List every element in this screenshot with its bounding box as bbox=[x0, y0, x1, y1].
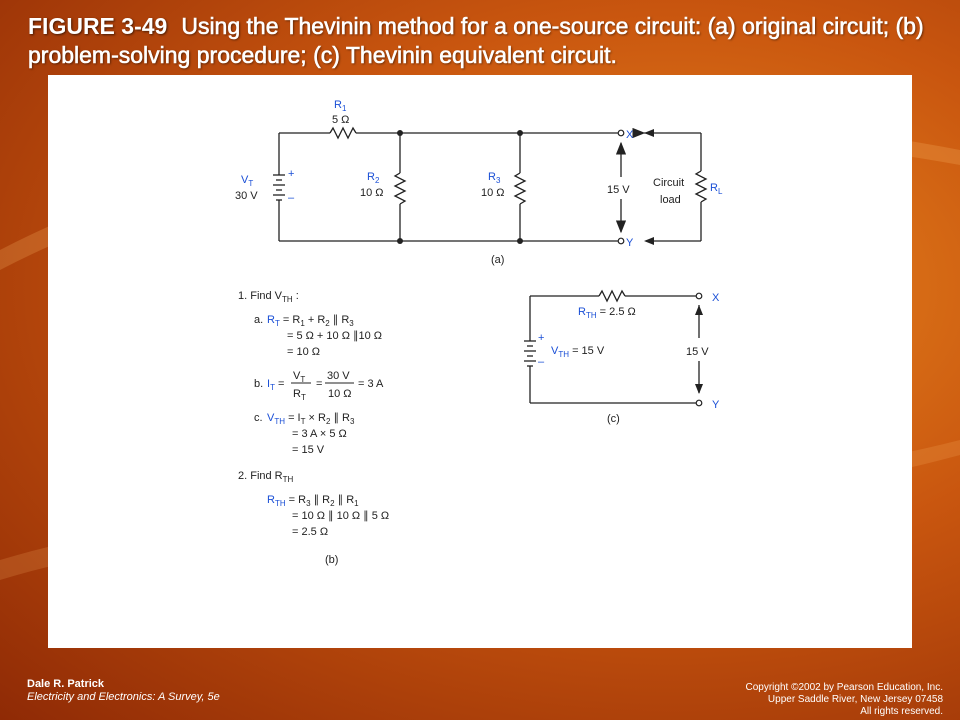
a-sub4: 3 bbox=[349, 319, 354, 328]
r-rest1: = R bbox=[285, 494, 307, 506]
step1-sub: TH bbox=[282, 295, 293, 304]
resistor-rl bbox=[696, 171, 706, 202]
r-rth: R bbox=[267, 494, 275, 506]
vt-minus: – bbox=[288, 192, 295, 204]
footer-rights: All rights reserved. bbox=[860, 706, 943, 717]
a-rt-sub: T bbox=[274, 319, 280, 328]
circuit-diagram bbox=[48, 75, 912, 648]
svg-text:RL bbox=[710, 182, 723, 196]
c-rest1: = I bbox=[285, 412, 301, 424]
b-num1-sub: T bbox=[300, 375, 306, 384]
vt-sub: T bbox=[248, 179, 254, 188]
a-line3: = 10 Ω bbox=[287, 346, 320, 358]
r-rest3: ∥ R bbox=[334, 494, 355, 506]
resistor-r2 bbox=[395, 173, 405, 204]
r-line3: = 2.5 Ω bbox=[292, 526, 329, 538]
footer-author-block bbox=[27, 678, 220, 704]
a-sub2: 1 bbox=[300, 319, 305, 328]
svg-text:VTH = IT × R2 ∥ R3 bbox=[267, 412, 355, 426]
svg-text:RT bbox=[293, 388, 306, 402]
a-rest1: = R bbox=[279, 314, 301, 326]
step2-text: 2. Find R bbox=[238, 470, 283, 482]
figure-number: FIGURE 3-49 bbox=[28, 13, 168, 39]
c-vth: V bbox=[267, 412, 275, 424]
svg-text:RTH = 2.5 Ω bbox=[578, 306, 636, 320]
r3-sub: 3 bbox=[495, 176, 501, 185]
voltage-c: 15 V bbox=[686, 346, 709, 358]
resistor-rth bbox=[599, 291, 625, 301]
node-x-a: X bbox=[626, 129, 634, 141]
svg-text:VTH = 15 V bbox=[551, 345, 605, 359]
svg-text:RT = R1 + R2 ∥ R3 bbox=[267, 314, 354, 328]
step2-sub: TH bbox=[282, 475, 294, 484]
svg-text:VT bbox=[293, 370, 305, 384]
vth-value: = 15 V bbox=[569, 345, 605, 357]
step1-text: 1. Find V bbox=[238, 290, 283, 302]
r-rth-sub: TH bbox=[274, 499, 286, 508]
resistor-r3 bbox=[515, 173, 525, 204]
b-eq2: = bbox=[316, 378, 323, 390]
labels-c bbox=[538, 292, 720, 425]
rl-label: R bbox=[710, 182, 718, 194]
node-x-c: X bbox=[712, 292, 720, 304]
a-prefix: a. bbox=[254, 314, 264, 326]
svg-text:R3 bbox=[488, 171, 501, 185]
a-rest3: ∥ R bbox=[329, 314, 350, 326]
caption-c: (c) bbox=[607, 413, 620, 425]
footer-copyright-block bbox=[746, 682, 944, 718]
c-rest2: × R bbox=[305, 412, 326, 424]
vt-label: V bbox=[241, 174, 249, 186]
figure-panel bbox=[48, 75, 912, 648]
r3-value: 10 Ω bbox=[481, 187, 505, 199]
b-prefix: b. bbox=[254, 378, 264, 390]
vth-label: V bbox=[551, 345, 559, 357]
r-sub3: 2 bbox=[330, 499, 335, 508]
c-line3: = 15 V bbox=[292, 444, 325, 456]
b-den1: R bbox=[293, 388, 301, 400]
voltage-a: 15 V bbox=[607, 184, 630, 196]
vt-value: 30 V bbox=[235, 190, 258, 202]
r-sub2: 3 bbox=[306, 499, 311, 508]
procedure-b bbox=[238, 290, 389, 566]
r-sub4: 1 bbox=[354, 499, 359, 508]
c-line2: = 3 A × 5 Ω bbox=[292, 428, 347, 440]
c-prefix: c. bbox=[254, 412, 263, 424]
b-den1-sub: T bbox=[300, 393, 306, 402]
rl-sub: L bbox=[717, 187, 723, 196]
node-y-a: Y bbox=[626, 237, 634, 249]
svg-text:R1 bbox=[334, 99, 347, 113]
r1-value: 5 Ω bbox=[332, 114, 350, 126]
svg-text:RTH = R3 ∥ R2 ∥ R1 bbox=[267, 494, 359, 508]
footer-copyright: Copyright ©2002 by Pearson Education, Inc. bbox=[745, 682, 943, 693]
footer-author: Dale R. Patrick bbox=[27, 678, 105, 690]
r3-label: R bbox=[488, 171, 496, 183]
b-eq1: = bbox=[277, 378, 285, 390]
c-sub3: 2 bbox=[325, 417, 331, 426]
b-den2: 10 Ω bbox=[328, 388, 352, 400]
a-line2: = 5 Ω + 10 Ω ∥10 Ω bbox=[287, 330, 382, 342]
c-sub2: T bbox=[300, 417, 306, 426]
rth-label: R bbox=[578, 306, 586, 318]
vth-plus: + bbox=[538, 332, 545, 344]
b-i-sub: T bbox=[270, 383, 275, 392]
rth-value: = 2.5 Ω bbox=[596, 306, 636, 318]
footer-address: Upper Saddle River, New Jersey 07458 bbox=[767, 694, 943, 705]
r1-label: R bbox=[334, 99, 342, 111]
r-line2: = 10 Ω ∥ 10 Ω ∥ 5 Ω bbox=[292, 510, 390, 522]
svg-text:IT= bbox=[267, 378, 284, 392]
svg-text:1. Find VTH : bbox=[238, 290, 299, 304]
circuit-a bbox=[273, 128, 706, 241]
c-vth-sub: TH bbox=[274, 417, 286, 426]
load-line2: load bbox=[660, 194, 681, 206]
vth-sub: TH bbox=[558, 350, 570, 359]
vth-minus: – bbox=[538, 356, 545, 368]
r2-label: R bbox=[367, 171, 375, 183]
c-rest3: ∥ R bbox=[330, 412, 350, 424]
a-rt: R bbox=[267, 314, 275, 326]
svg-text:2. Find RTH bbox=[238, 470, 294, 484]
svg-text:R2 bbox=[367, 171, 380, 185]
slide-title bbox=[28, 12, 948, 70]
svg-text:VT bbox=[241, 174, 253, 188]
b-i: I bbox=[267, 378, 271, 390]
step1-end: : bbox=[292, 290, 299, 302]
vt-plus: + bbox=[288, 168, 295, 180]
a-rest2: + R bbox=[304, 314, 326, 326]
r2-value: 10 Ω bbox=[360, 187, 384, 199]
r-rest2: ∥ R bbox=[310, 494, 331, 506]
r2-sub: 2 bbox=[374, 176, 380, 185]
resistor-r1 bbox=[330, 128, 356, 138]
c-sub4: 3 bbox=[350, 417, 355, 426]
b-result: = 3 A bbox=[358, 378, 384, 390]
r1-sub: 1 bbox=[341, 104, 347, 113]
load-line1: Circuit bbox=[653, 177, 685, 189]
battery-vth bbox=[524, 341, 536, 366]
caption-b: (b) bbox=[325, 554, 339, 566]
rth-sub: TH bbox=[585, 311, 597, 320]
b-num2: 30 V bbox=[327, 370, 350, 382]
a-sub3: 2 bbox=[325, 319, 330, 328]
figure-caption: Using the Thevinin method for a one-source circuit: (a) original circuit; (b) problem-solving procedure; (c) Thevinin equivalent circuit. bbox=[28, 13, 924, 68]
node-y-c: Y bbox=[712, 399, 720, 411]
b-num1: V bbox=[293, 370, 301, 382]
battery-vt bbox=[273, 175, 285, 200]
footer-book: Electricity and Electronics: A Survey, 5e bbox=[27, 691, 220, 703]
caption-a: (a) bbox=[491, 254, 505, 266]
